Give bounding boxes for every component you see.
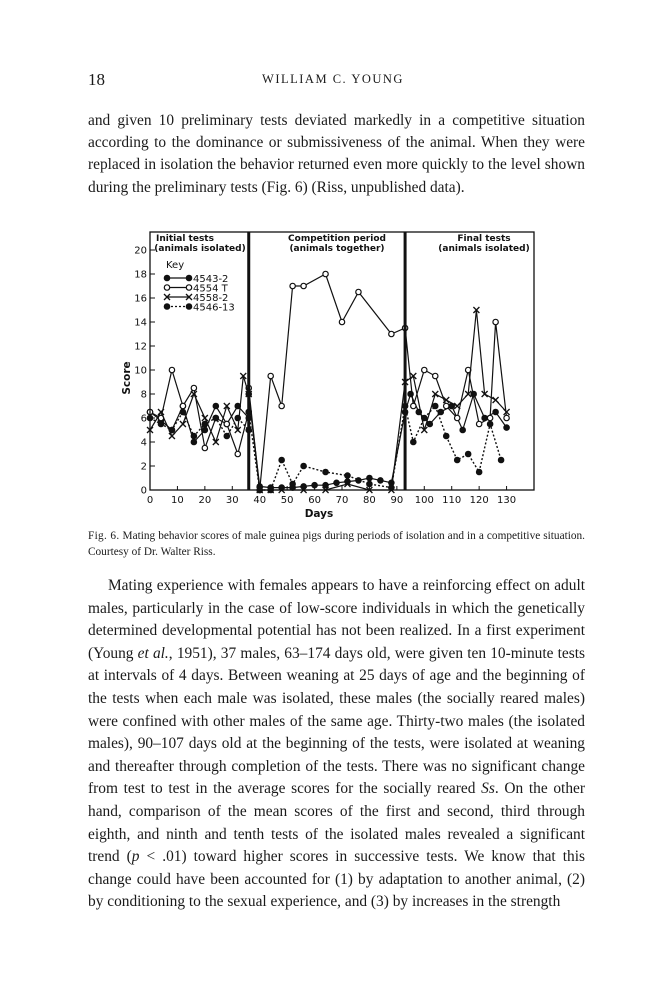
data-point-cross <box>158 409 164 415</box>
y-tick-label: 8 <box>140 389 147 401</box>
x-axis-label: Days <box>304 508 334 520</box>
data-point-filled <box>460 427 465 432</box>
data-point-filled <box>279 457 284 462</box>
legend-label: 4554 T <box>193 283 228 295</box>
figure-6-chart <box>110 225 570 525</box>
data-point-filled <box>290 481 295 486</box>
y-tick-label: 12 <box>134 341 147 353</box>
data-point-open <box>493 319 498 324</box>
data-point-open <box>186 285 191 290</box>
data-point-cross <box>191 391 197 397</box>
x-tick-label: 20 <box>198 495 212 506</box>
data-point-filled <box>169 427 174 432</box>
data-point-open <box>433 373 438 378</box>
data-point-filled <box>191 433 196 438</box>
subjects-abbrev: Ss <box>481 780 495 798</box>
x-tick-label: 100 <box>414 495 434 506</box>
legend-entries <box>164 274 235 314</box>
data-point-open <box>422 367 427 372</box>
data-point-filled <box>180 409 185 414</box>
period-2-subtitle: (animals together) <box>289 244 385 254</box>
data-point-filled <box>378 478 383 483</box>
data-point-cross <box>454 403 460 409</box>
data-point-filled <box>164 275 169 280</box>
x-tick-label: 110 <box>442 495 462 506</box>
legend-label: 4546-13 <box>193 302 235 314</box>
citation-et-al: et al. <box>137 644 169 662</box>
x-tick-label: 120 <box>469 495 489 506</box>
series-4546-13 <box>147 403 503 492</box>
y-tick-label: 16 <box>134 293 147 305</box>
data-point-filled <box>235 415 240 420</box>
y-axis-label: Score <box>121 361 133 395</box>
data-point-filled <box>487 421 492 426</box>
data-point-cross <box>202 415 208 421</box>
x-tick-label: 60 <box>308 495 321 506</box>
data-point-open <box>476 421 481 426</box>
data-point-open <box>164 285 169 290</box>
data-point-filled <box>465 451 470 456</box>
x-tick-label: 0 <box>146 495 154 506</box>
page-number: 18 <box>88 70 105 89</box>
y-tick-label: 10 <box>134 365 147 377</box>
y-axis-title <box>121 361 133 394</box>
data-point-filled <box>504 425 509 430</box>
data-point-filled <box>202 427 207 432</box>
data-point-open <box>444 403 449 408</box>
paragraph-intro: and given 10 preliminary tests deviated markedly in a competitive situation according to the dominance or submissiveness of the animal. When they were replaced in isolation the behavior returned even more quickly to the level shown during the preliminary tests (Fig. 6) (Riss, unpublished data). <box>88 112 585 196</box>
y-tick-label: 0 <box>140 485 147 497</box>
data-point-open <box>279 403 284 408</box>
x-tick-label: 10 <box>171 495 184 506</box>
data-point-filled <box>422 415 427 420</box>
data-point-open <box>301 283 306 288</box>
y-tick-label: 6 <box>140 413 147 425</box>
data-point-open <box>224 421 229 426</box>
x-tick-label: 40 <box>253 495 267 506</box>
data-point-filled <box>345 473 350 478</box>
figure-caption-text: Mating behavior scores of male guinea pigs during periods of isolation and in a competitive situation. Courtesy of Dr. Walter Riss. <box>88 530 585 558</box>
legend <box>164 260 235 314</box>
figure-caption <box>88 529 585 560</box>
data-point-open <box>180 403 185 408</box>
paragraph-mating-experience <box>88 575 585 914</box>
x-tick-label: 30 <box>225 495 239 506</box>
legend-label: 4543-2 <box>193 274 229 285</box>
x-tick-label: 130 <box>497 495 517 506</box>
data-point-filled <box>411 439 416 444</box>
legend-label: 4558-2 <box>193 293 229 304</box>
series-4558-2 <box>147 307 510 493</box>
data-point-filled <box>186 304 191 309</box>
data-point-filled <box>323 469 328 474</box>
data-point-filled <box>312 483 317 488</box>
y-tick-label: 4 <box>140 437 147 449</box>
data-point-open <box>169 367 174 372</box>
series-line <box>150 310 507 490</box>
x-tick-label: 90 <box>390 495 404 506</box>
data-point-filled <box>367 481 372 486</box>
data-point-filled <box>213 403 218 408</box>
running-head: WILLIAM C. YOUNG <box>262 72 404 86</box>
data-point-filled <box>213 415 218 420</box>
figure-label: Fig. 6. <box>88 530 120 542</box>
data-point-open <box>339 319 344 324</box>
data-point-filled <box>158 421 163 426</box>
y-tick-label: 18 <box>134 269 147 281</box>
period-1-subtitle: (animals isolated) <box>154 244 246 254</box>
data-point-filled <box>444 433 449 438</box>
data-point-filled <box>334 480 339 485</box>
period-1-title: Initial tests <box>156 234 214 244</box>
series-4543-2 <box>147 391 509 490</box>
x-tick-label: 70 <box>335 495 349 506</box>
data-point-filled <box>323 483 328 488</box>
x-tick-label: 80 <box>363 495 376 506</box>
data-point-cross <box>493 397 499 403</box>
paragraph-text: . On the other hand, comparison of the mean scores of the first and second, third through eighth, and ninth and tenth tests of the isolated males revealed a significant trend ( <box>88 780 585 866</box>
data-point-cross <box>180 421 186 427</box>
data-point-filled <box>191 439 196 444</box>
paragraph-text: < .01) toward higher scores in successive tests. We know that this change could have been accounted for (1) by adaptation to another animal, (2) by conditioning to the sexual experience, and (3) by increases in the strength <box>88 848 585 911</box>
data-point-cross <box>224 403 230 409</box>
data-point-open <box>235 451 240 456</box>
data-point-filled <box>455 457 460 462</box>
y-tick-label: 2 <box>140 461 147 473</box>
data-point-filled <box>301 463 306 468</box>
data-point-cross <box>169 433 175 439</box>
legend-key-title: Key <box>166 260 185 271</box>
data-point-open <box>268 373 273 378</box>
period-2-title: Competition period <box>288 234 386 244</box>
plot-frame <box>150 232 534 490</box>
x-tick-label: 50 <box>280 495 294 506</box>
data-point-open <box>455 415 460 420</box>
data-point-open <box>290 283 295 288</box>
data-point-filled <box>427 421 432 426</box>
data-point-open <box>323 271 328 276</box>
data-point-open <box>389 331 394 336</box>
data-point-open <box>411 403 416 408</box>
y-tick-label: 20 <box>134 245 147 257</box>
data-point-filled <box>476 469 481 474</box>
data-point-filled <box>202 421 207 426</box>
paragraph-text: , 1951), 37 males, 63–174 days old, were given ten 10-minute tests at intervals of 4 days. Between weaning at 25 days of age and the beginning of the tests when each male was isolated, these males (the socially reared males) were confined with other males of the same age. Thirty-two males (the isolated males), 90–107 days old at the beginning of the tests, were isolated at weaning and thereafter through completion of the tests. There was no significant change from test to test in the average scores for the socially reared <box>88 644 586 798</box>
data-point-open <box>487 415 492 420</box>
period-3-title: Final tests <box>457 234 511 244</box>
data-point-filled <box>493 409 498 414</box>
data-point-filled <box>164 304 169 309</box>
data-point-open <box>356 289 361 294</box>
data-point-open <box>504 415 509 420</box>
axis-ticks <box>134 246 516 507</box>
paragraph-text: Mating experience with females appears to have a reinforcing effect on adult males, particularly in the case of low-score individuals in which the genetically determined developmental potential has not been realized. In a first experiment (Young <box>88 577 585 662</box>
data-point-filled <box>224 433 229 438</box>
data-point-open <box>191 385 196 390</box>
p-value-symbol: p <box>131 848 140 866</box>
legend-entry <box>164 303 234 314</box>
y-tick-label: 14 <box>134 317 147 329</box>
data-point-filled <box>186 275 191 280</box>
data-point-filled <box>367 475 372 480</box>
period-3-subtitle: (animals isolated) <box>438 244 530 254</box>
data-point-open <box>202 445 207 450</box>
data-point-filled <box>433 403 438 408</box>
data-point-filled <box>498 457 503 462</box>
